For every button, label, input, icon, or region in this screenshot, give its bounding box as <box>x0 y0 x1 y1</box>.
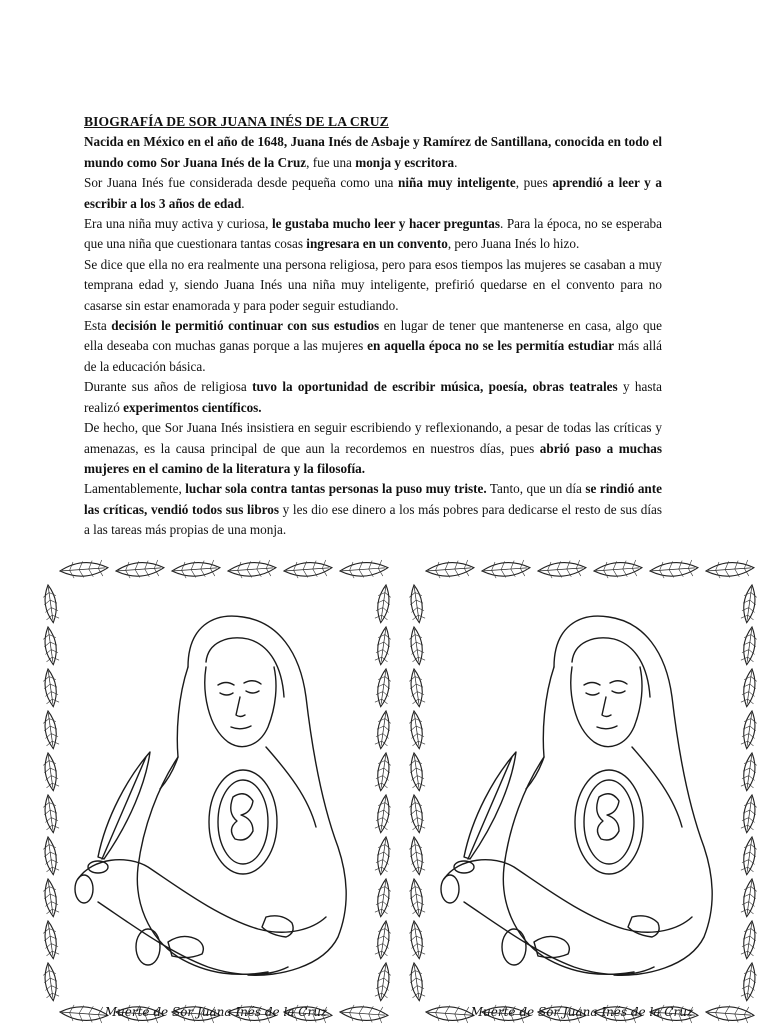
feather-top-icon <box>537 560 586 579</box>
bold-text: decisión le permitió continuar con sus estudios <box>111 318 380 334</box>
feather-top-icon <box>705 560 754 579</box>
feather-right-icon <box>740 962 758 1001</box>
body-text: , fue una <box>306 154 356 170</box>
feather-right-icon <box>374 752 392 791</box>
feather-right-icon <box>740 794 758 833</box>
medallion-outer <box>209 770 277 874</box>
feather-border <box>408 560 759 1024</box>
feather-left-icon <box>408 836 426 875</box>
scroll-roll-2 <box>136 929 160 965</box>
bold-text: Nacida en México en el año de 1648, Juana Inés de Asbaje y Ramírez de Santillana, conocida en todo el mundo como Sor Juana Inés de la Cruz <box>84 134 662 170</box>
sor-juana-line-drawing <box>38 557 394 1024</box>
paragraph <box>84 255 662 316</box>
face-outline <box>571 667 642 747</box>
feather-right-icon <box>374 836 392 875</box>
eyebrows <box>584 681 627 685</box>
feather-top-icon <box>171 560 220 579</box>
eyes <box>586 691 625 695</box>
coloring-page-right <box>404 557 760 1024</box>
paragraph <box>84 377 662 418</box>
feather-right-icon <box>374 920 392 959</box>
feather-right-icon <box>740 878 758 917</box>
medallion-figure <box>597 794 619 840</box>
coloring-caption: Muerte de Sor Juana Inés de la Cruz <box>104 1005 328 1019</box>
body-text: Se dice que ella no era realmente una persona religiosa, pero para esos tiempos las mujeres se casaban a muy temprana edad y, siendo Juana Inés una niña muy inteligente, prefirió quedarse en el convento para no casarse sin estar enamorada y para poder seguir estudiando. <box>84 256 662 313</box>
sor-juana-line-drawing <box>404 557 760 1024</box>
feather-left-icon <box>408 794 426 833</box>
feather-right-icon <box>374 878 392 917</box>
feather-left-icon <box>408 962 426 1001</box>
body-text: Era una niña muy activa y curiosa, <box>84 216 272 232</box>
document-body <box>84 112 662 541</box>
quill-shaft <box>102 757 146 859</box>
bold-text: se rindió ante las críticas, vendió todos sus libros <box>84 481 662 517</box>
mouth <box>597 726 617 729</box>
coloring-page-left <box>38 557 394 1024</box>
feather-top-icon <box>227 560 276 579</box>
feather-left-icon <box>408 626 426 665</box>
feather-left-icon <box>408 710 426 749</box>
hand-right <box>262 916 293 937</box>
hood-inner-line <box>206 638 284 697</box>
medallion-figure <box>231 794 253 840</box>
medallion-inner <box>584 780 634 864</box>
feather-right-icon <box>374 794 392 833</box>
feather-left-icon <box>408 878 426 917</box>
feather-left-icon <box>408 668 426 707</box>
quill-shaft <box>468 757 512 859</box>
feather-top-icon <box>339 560 388 579</box>
feather-left-icon <box>42 710 60 749</box>
feather-left-icon <box>408 584 426 623</box>
bold-text: aprendió a leer y a escribir a los 3 años de edad <box>84 175 662 211</box>
coloring-caption: Muerte de Sor Juana Inés de la Cruz <box>470 1005 694 1019</box>
bold-text: abrió paso a muchas mujeres en el camino de la literatura y la filosofía. <box>84 440 662 476</box>
bold-text: monja y escritora <box>355 154 455 170</box>
feather-right-icon <box>740 710 758 749</box>
bold-text: experimentos científicos. <box>123 399 262 415</box>
medallion-inner <box>218 780 268 864</box>
mouth <box>231 726 251 729</box>
veil-left-edge <box>160 667 188 789</box>
body-text: y les dio ese dinero a los más pobres para dedicarse el resto de sus días a las tareas más propias de una monja. <box>84 501 662 538</box>
feather-right-icon <box>740 752 758 791</box>
scroll-roll <box>441 875 459 903</box>
paragraph <box>84 132 662 173</box>
body-text: . <box>241 195 245 211</box>
scroll-roll-2 <box>502 929 526 965</box>
body-text: Esta <box>84 318 112 334</box>
eyebrows <box>218 681 261 685</box>
paragraph <box>84 479 662 540</box>
paragraph <box>84 173 662 214</box>
nose <box>236 697 245 717</box>
feather-right-icon <box>740 920 758 959</box>
paragraph <box>84 214 662 255</box>
feather-right-icon <box>740 584 758 623</box>
robe-shoulder <box>632 747 682 827</box>
feather-left-icon <box>42 878 60 917</box>
document-title: BIOGRAFÍA DE SOR JUANA INÉS DE LA CRUZ <box>84 114 389 129</box>
body-text: . <box>454 154 458 170</box>
body-text: Durante sus años de religiosa <box>84 379 253 395</box>
bold-text: niña muy inteligente <box>398 175 516 191</box>
hand-right <box>628 916 659 937</box>
feather-top-icon <box>481 560 530 579</box>
bold-text: luchar sola contra tantas personas la puso muy triste. <box>185 481 487 497</box>
robe-shoulder <box>266 747 316 827</box>
veil-outline <box>554 616 712 975</box>
feather-right-icon <box>740 626 758 665</box>
body-text: y hasta realizó <box>84 379 662 415</box>
feather-left-icon <box>408 920 426 959</box>
feather-top-icon <box>649 560 698 579</box>
feather-right-icon <box>740 836 758 875</box>
body-text: De hecho, que Sor Juana Inés insistiera en seguir escribiendo y reflexionando, a pesar de todas las críticas y amenazas, es la causa principal de que aun la recordemos en nuestros días, pues <box>84 420 662 456</box>
feather-left-icon <box>42 962 60 1001</box>
scroll-top <box>444 860 692 933</box>
bold-text: en aquella época no se les permitía estudiar <box>367 338 615 354</box>
feather-left-icon <box>42 794 60 833</box>
bold-text: le gustaba mucho leer y hacer preguntas <box>271 216 500 232</box>
veil-left-edge <box>526 667 554 789</box>
feather-left-icon <box>42 752 60 791</box>
body-text: Lamentablemente, <box>84 481 186 497</box>
paragraph <box>84 418 662 479</box>
feather-top-icon <box>283 560 332 579</box>
body-text: Tanto, que un día <box>486 481 586 497</box>
body-text: . Para la época, no se esperaba que una niña que cuestionara tantas cosas <box>84 216 662 252</box>
feather-left-icon <box>42 584 60 623</box>
body-text: , pues <box>515 175 553 191</box>
feather-left-icon <box>42 920 60 959</box>
feather-right-icon <box>740 668 758 707</box>
face-outline <box>205 667 276 747</box>
feather-left-icon <box>42 668 60 707</box>
feather-right-icon <box>374 710 392 749</box>
eyes <box>220 691 259 695</box>
feather-top-icon <box>59 560 108 579</box>
feather-top-icon <box>115 560 164 579</box>
hood-inner-line <box>572 638 650 697</box>
medallion-outer <box>575 770 643 874</box>
feather-left-icon <box>408 752 426 791</box>
feather-left-icon <box>42 626 60 665</box>
feather-right-icon <box>374 584 392 623</box>
bold-text: tuvo la oportunidad de escribir música, poesía, obras teatrales <box>252 379 618 395</box>
scroll-roll <box>75 875 93 903</box>
feather-border <box>42 560 393 1024</box>
body-text: en lugar de tener que mantenerse en casa, algo que ella deseaba con muchas ganas porque a las mujeres <box>84 318 662 354</box>
feather-right-icon <box>374 962 392 1001</box>
nun-figure <box>75 616 346 975</box>
bold-text: ingresara en un convento <box>306 236 448 252</box>
feather-right-icon <box>374 626 392 665</box>
feather-top-icon <box>593 560 642 579</box>
body-text: más allá de la educación básica. <box>84 338 662 374</box>
nun-figure <box>441 616 712 975</box>
paragraph <box>84 316 662 377</box>
scroll-top <box>78 860 326 933</box>
feather-right-icon <box>374 668 392 707</box>
veil-outline <box>188 616 346 975</box>
body-text: , pero Juana Inés lo hizo. <box>447 236 580 252</box>
nose <box>602 697 611 717</box>
feather-left-icon <box>42 836 60 875</box>
feather-top-icon <box>425 560 474 579</box>
body-text: Sor Juana Inés fue considerada desde pequeña como una <box>84 175 399 191</box>
paragraph-list <box>84 132 662 540</box>
